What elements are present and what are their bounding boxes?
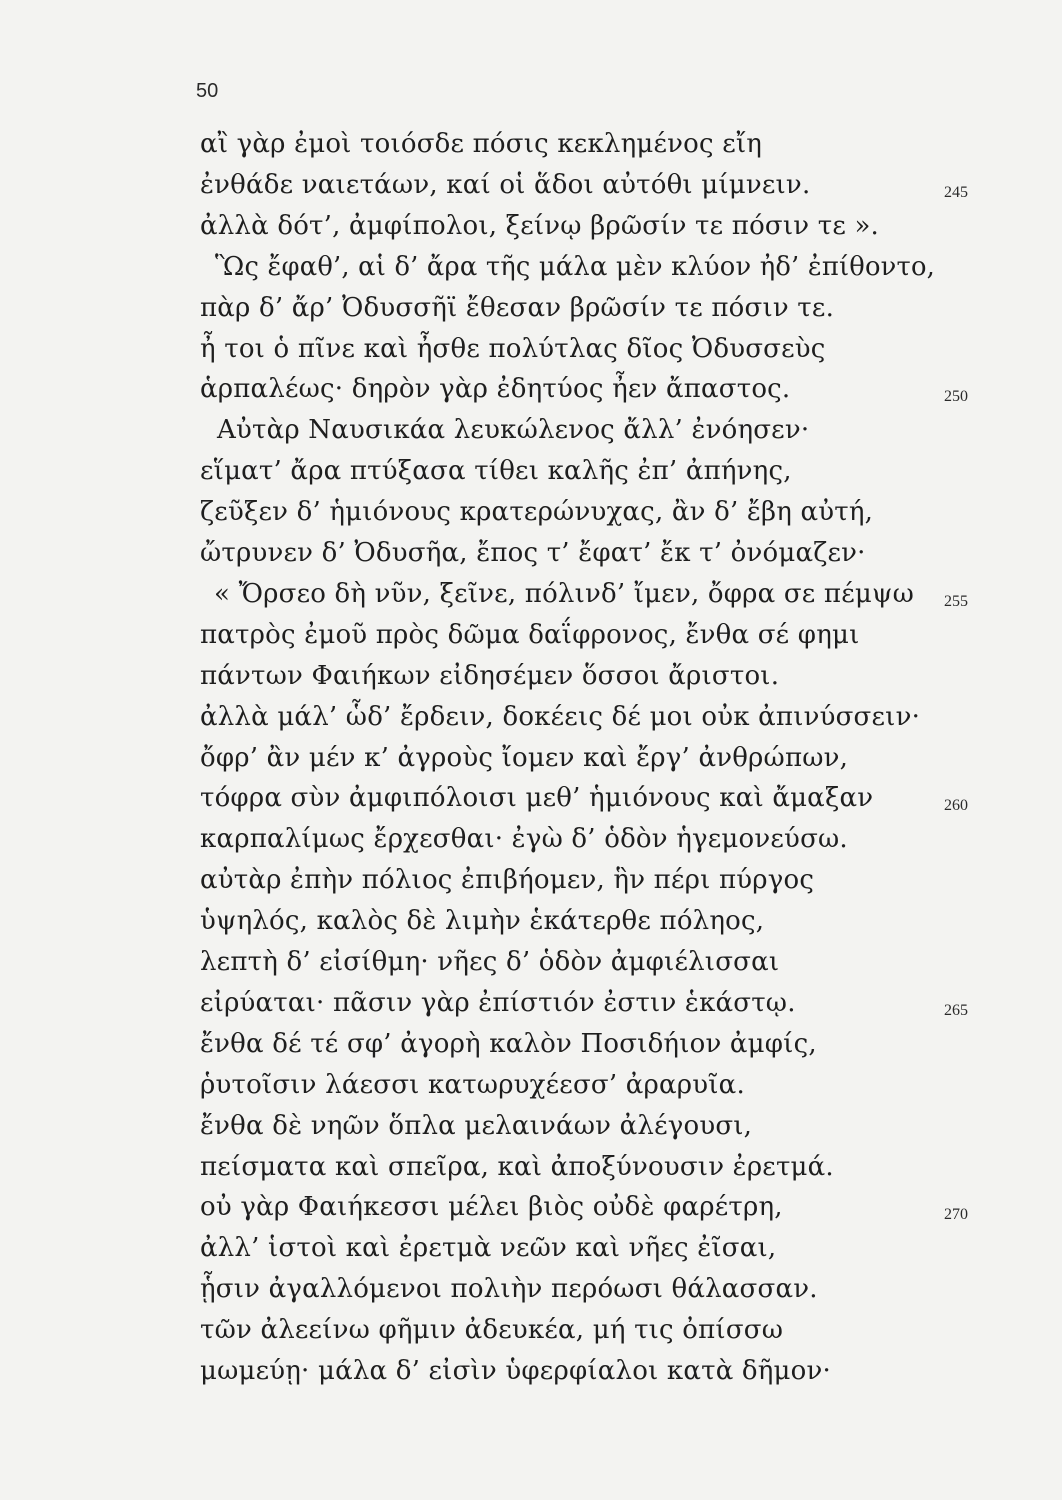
page-number: 50 <box>196 80 219 102</box>
verse-line: πὰρ δ’ ἄρ’ Ὀδυσσῆϊ ἔθεσαν βρῶσίν τε πόσιν τε. <box>200 292 835 323</box>
line-number: 260 <box>944 797 968 815</box>
verse-line: λεπτὴ δ’ εἰσίθμη· νῆες δ’ ὁδὸν ἀμφιέλισσαι <box>200 947 780 977</box>
verse-line: ἔνθα δὲ νηῶν ὅπλα μελαινάων ἀλέγουσι, <box>200 1110 753 1141</box>
verse-line: ἔνθα δέ τέ σφ’ ἀγορὴ καλὸν Ποσιδήιον ἀμφίς, <box>200 1028 817 1059</box>
verse-line: ἀλλὰ δότ’, ἀμφίπολοι, ξείνῳ βρῶσίν τε πόσιν τε ». <box>200 210 880 241</box>
verse-line: Αὐτὰρ Ναυσικάα λευκώλενος ἄλλ’ ἐνόησεν· <box>217 415 810 446</box>
verse-line: μωμεύῃ· μάλα δ’ εἰσὶν ὑφερφίαλοι κατὰ δῆμον· <box>200 1356 831 1386</box>
verse-line: αὐτὰρ ἐπὴν πόλιος ἐπιβήομεν, ἣν πέρι πύργος <box>200 865 815 896</box>
verse-line: ὄφρ’ ἂν μέν κ’ ἀγροὺς ἴομεν καὶ ἔργ’ ἀνθρώπων, <box>200 742 849 773</box>
verse-line: ζεῦξεν δ’ ἡμιόνους κρατερώνυχας, ἂν δ’ ἔβη αὐτή, <box>200 497 874 528</box>
line-number: 245 <box>944 183 968 201</box>
verse-line: τόφρα σὺν ἀμφιπόλοισι μεθ’ ἡμιόνους καὶ ἄμαξαν <box>200 783 874 814</box>
verse-line: ᾗσιν ἀγαλλόμενοι πολιὴν περόωσι θάλασσαν. <box>200 1274 818 1305</box>
line-number: 270 <box>944 1206 968 1224</box>
verse-line: ἦ τοι ὁ πῖνε καὶ ἦσθε πολύτλας δῖος Ὀδυσσεὺς <box>200 333 826 364</box>
verse-line: ῥυτοῖσιν λάεσσι κατωρυχέεσσ’ ἀραρυῖα. <box>200 1069 745 1100</box>
verse-line: ὤτρυνεν δ’ Ὀδυσῆα, ἔπος τ’ ἔφατ’ ἔκ τ’ ὀνόμαζεν· <box>200 538 866 568</box>
verse-line: Ὣς ἔφαθ’, αἱ δ’ ἄρα τῆς μάλα μὲν κλύον ἠδ’ ἐπίθοντο, <box>215 251 936 282</box>
verse-line: πατρὸς ἐμοῦ πρὸς δῶμα δαΐφρονος, ἔνθα σέ φημι <box>200 619 860 650</box>
line-number: 265 <box>944 1001 968 1019</box>
verse-line: εἰρύαται· πᾶσιν γὰρ ἐπίστιόν ἐστιν ἑκάστῳ. <box>200 987 796 1018</box>
verse-line: οὐ γὰρ Φαιήκεσσι μέλει βιὸς οὐδὲ φαρέτρη, <box>200 1192 783 1223</box>
verse-line: ὑψηλός, καλὸς δὲ λιμὴν ἑκάτερθε πόληος, <box>200 906 765 937</box>
verse-line: ἀλλὰ μάλ’ ὧδ’ ἔρδειν, δοκέεις δέ μοι οὐκ ἀπινύσσειν· <box>200 701 921 732</box>
verse-line: αἲ γὰρ ἐμοὶ τοιόσδε πόσις κεκλημένος εἴη <box>200 129 763 159</box>
verse-line: πάντων Φαιήκων εἰδησέμεν ὅσσοι ἄριστοι. <box>200 660 780 691</box>
verse-line: τῶν ἀλεείνω φῆμιν ἀδευκέα, μή τις ὀπίσσω <box>200 1315 784 1346</box>
line-number: 255 <box>944 592 968 610</box>
verse-line: εἵματ’ ἄρα πτύξασα τίθει καλῆς ἐπ’ ἀπήνης, <box>200 456 792 487</box>
verse-line: ἐνθάδε ναιετάων, καί οἱ ἅδοι αὐτόθι μίμνειν. <box>200 169 811 200</box>
verse-line: ἁρπαλέως· δηρὸν γὰρ ἐδητύος ἦεν ἄπαστος. <box>200 374 791 405</box>
line-number: 250 <box>944 388 968 406</box>
verse-line: καρπαλίμως ἔρχεσθαι· ἐγὼ δ’ ὁδὸν ἡγεμονεύσω. <box>200 824 848 855</box>
verse-line: πείσματα καὶ σπεῖρα, καὶ ἀποξύνουσιν ἐρετμά. <box>200 1151 834 1182</box>
verse-line: « Ὄρσεο δὴ νῦν, ξεῖνε, πόλινδ’ ἴμεν, ὄφρα σε πέμψω <box>214 578 914 609</box>
verse-line: ἀλλ’ ἱστοὶ καὶ ἐρετμὰ νεῶν καὶ νῆες ἐῖσαι, <box>200 1233 777 1264</box>
